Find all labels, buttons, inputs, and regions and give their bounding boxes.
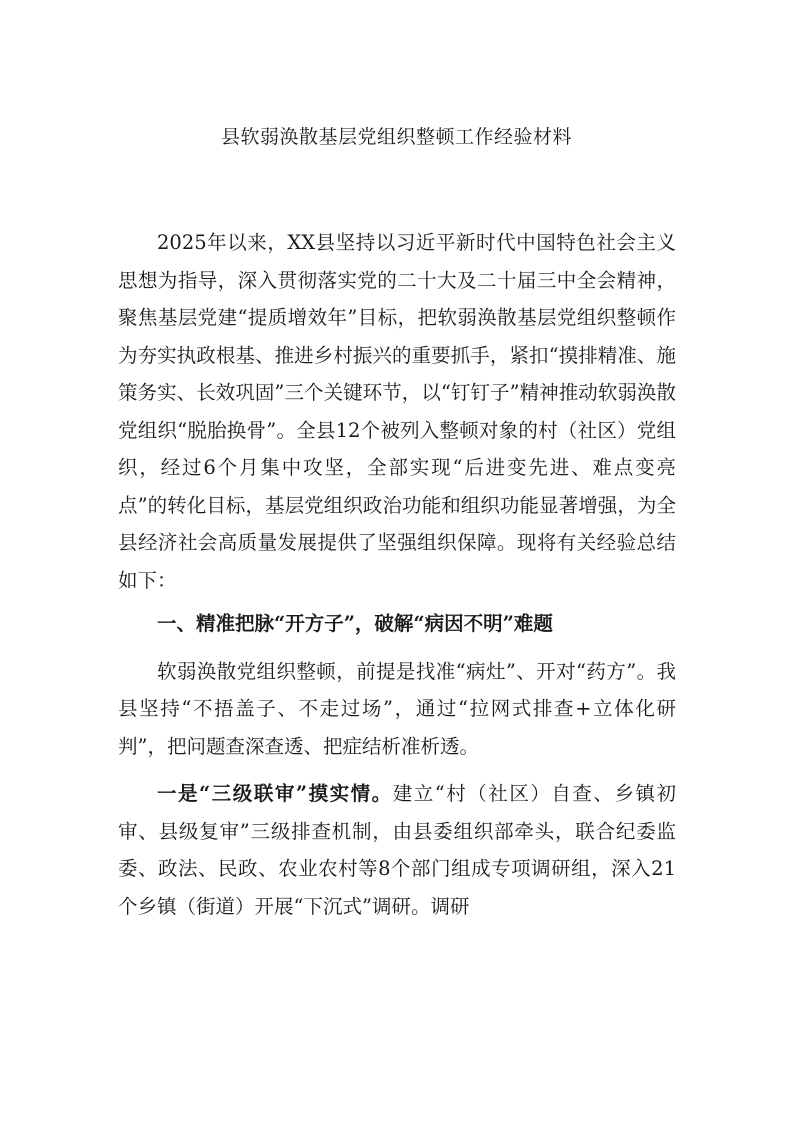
document-body — [118, 224, 676, 925]
document-title: 县软弱涣散基层党组织整顿工作经验材料 — [220, 126, 572, 148]
section-heading-1: 一、精准把脉“开方子”，破解“病因不明”难题 — [157, 612, 553, 635]
section1-intro-paragraph: 软弱涣散党组织整顿，前提是找准“病灶”、开对“药方”。我县坚持“不捂盖子、不走过场”，通过“拉网式排查+立体化研判”，把问题查深查透、把症结析准析透。 — [118, 659, 676, 758]
intro-paragraph: 2025年以来，XX县坚持以习近平新时代中国特色社会主义思想为指导，深入贯彻落实党的二十大及二十届三中全会精神，聚焦基层党建“提质增效年”目标，把软弱涣散基层党组织整顿作为夯实执政根基、推进乡村振兴的重要抓手，紧扣“摸排精准、施策务实、长效巩固”三个关键环节，以“钉钉子”精神推动软弱涣散党组织“脱胎换骨”。全县12个被列入整顿对象的村（社区）党组织，经过6个月集中攻坚，全部实现“后进变先进、难点变亮点”的转化目标，基层党组织政治功能和组织功能显著增强，为全县经济社会高质量发展提供了坚强组织保障。现将有关经验总结如下： — [118, 231, 676, 592]
point1-text: 建立“村（社区）自查、乡镇初审、县级复审”三级排查机制，由县委组织部牵头，联合纪委监委、政法、民政、农业农村等8个部门组成专项调研组，深入21个乡镇（街道）开展“下沉式”调研。调研 — [118, 782, 676, 918]
point1-lead: 一是“三级联审”摸实情。 — [157, 782, 393, 805]
point1-paragraph — [118, 775, 676, 925]
